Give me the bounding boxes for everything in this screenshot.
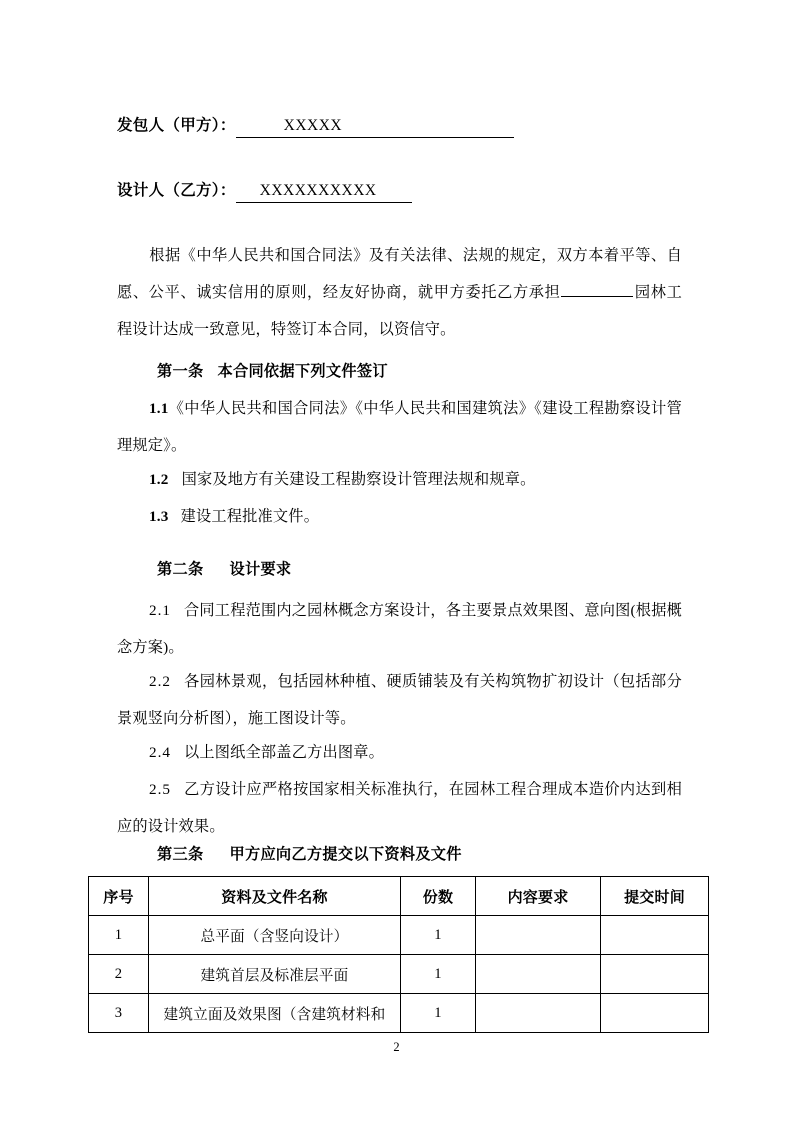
section-3-title: 甲方应向乙方提交以下资料及文件	[229, 846, 462, 863]
employer-value: XXXXX	[283, 117, 343, 134]
table-header-req: 内容要求	[476, 877, 601, 916]
clause-1-2	[117, 461, 682, 498]
clause-2-2-text: 各园林景观，包括园林种植、硬质铺装及有关构筑物扩初设计（包括部分景观竖向分析图），施工图设计等。	[117, 673, 682, 727]
table-cell-name: 建筑立面及效果图（含建筑材料和	[149, 994, 401, 1033]
preamble-blank[interactable]	[561, 281, 633, 297]
section-3-number: 第三条	[157, 846, 204, 863]
clause-2-4	[117, 734, 682, 771]
table-header-time: 提交时间	[601, 877, 709, 916]
table-cell-qty: 1	[401, 955, 476, 994]
clause-1-1-text: 《中华人民共和国合同法》《中华人民共和国建筑法》《建设工程勘察设计管理规定》。	[117, 400, 682, 454]
clause-2-5-text: 乙方设计应严格按国家相关标准执行，在园林工程合理成本造价内达到相应的设计效果。	[117, 781, 682, 835]
clause-1-1-number: 1.1	[149, 400, 169, 417]
clause-2-5-number: 2.5	[149, 781, 171, 798]
clause-2-4-number: 2.4	[149, 744, 171, 761]
employer-label: 发包人（甲方）：	[117, 117, 236, 134]
clause-2-2	[117, 663, 682, 737]
table-cell-qty: 1	[401, 916, 476, 955]
clause-2-2-number: 2.2	[149, 673, 171, 690]
table-cell-name: 总平面（含竖向设计）	[149, 916, 401, 955]
section-1-title: 本合同依据下列文件签订	[217, 363, 388, 380]
section-2-number: 第二条	[157, 561, 204, 578]
employer-line	[117, 113, 514, 138]
table-header-seq: 序号	[89, 877, 149, 916]
employer-value-blank[interactable]	[236, 117, 514, 138]
designer-line	[117, 178, 412, 203]
clause-1-2-number: 1.2	[149, 471, 169, 488]
section-1-number: 第一条	[157, 363, 204, 380]
table-cell-req[interactable]	[476, 916, 601, 955]
designer-value-blank[interactable]	[236, 182, 412, 203]
clause-2-1	[117, 592, 682, 666]
clause-1-3-number: 1.3	[149, 508, 169, 525]
table-row	[89, 955, 709, 994]
table-cell-req[interactable]	[476, 994, 601, 1033]
table-header-row	[89, 877, 709, 916]
clause-1-2-text: 国家及地方有关建设工程勘察设计管理法规和规章。	[181, 471, 536, 488]
table-cell-name: 建筑首层及标准层平面	[149, 955, 401, 994]
table-header-qty: 份数	[401, 877, 476, 916]
section-heading-1	[157, 360, 388, 381]
table-cell-qty: 1	[401, 994, 476, 1033]
designer-label: 设计人（乙方）：	[117, 182, 236, 199]
table-cell-seq: 2	[89, 955, 149, 994]
table-row	[89, 916, 709, 955]
clause-2-5	[117, 771, 682, 845]
table-header-name: 资料及文件名称	[149, 877, 401, 916]
table-cell-seq: 3	[89, 994, 149, 1033]
preamble-text-before: 根据《中华人民共和国合同法》及有关法律、法规的规定，双方本着平等、自愿、公平、诚实信用的原则，经友好协商，就甲方委托乙方承担	[117, 247, 682, 301]
section-2-title: 设计要求	[229, 561, 292, 578]
page-number: 2	[393, 1040, 400, 1054]
clause-1-1	[117, 390, 682, 464]
clause-2-1-number: 2.1	[149, 602, 171, 619]
materials-table	[88, 876, 709, 1033]
clause-1-3-text: 建设工程批准文件。	[180, 508, 320, 525]
clause-2-1-text: 合同工程范围内之园林概念方案设计，各主要景点效果图、意向图(根据概念方案)。	[117, 602, 682, 656]
section-heading-3	[157, 843, 462, 864]
clause-2-4-text: 以上图纸全部盖乙方出图章。	[183, 744, 385, 761]
table-cell-time[interactable]	[601, 916, 709, 955]
table-cell-time[interactable]	[601, 955, 709, 994]
designer-value: XXXXXXXXXX	[259, 182, 377, 199]
table-row	[89, 994, 709, 1033]
clause-1-3	[117, 498, 682, 535]
preamble-paragraph	[117, 237, 682, 348]
section-heading-2	[157, 558, 291, 579]
preamble-text-after: 园林工程设计达成一致意见，特签订本合同，以资信守。	[117, 284, 682, 338]
table-cell-req[interactable]	[476, 955, 601, 994]
table-cell-seq: 1	[89, 916, 149, 955]
table-cell-time[interactable]	[601, 994, 709, 1033]
